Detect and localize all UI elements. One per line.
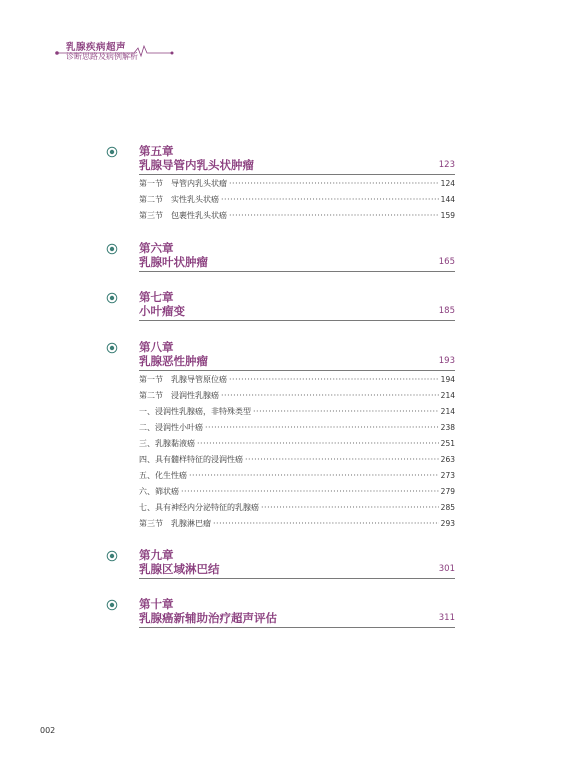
- leader-dots: [253, 407, 439, 416]
- toc-entry[interactable]: [139, 454, 455, 466]
- leader-dots: [221, 391, 439, 400]
- divider: [139, 578, 455, 579]
- entry-label: 第三节 乳腺淋巴瘤: [139, 519, 211, 528]
- divider: [139, 174, 455, 175]
- entry-label: 第二节 实性乳头状癌: [139, 195, 219, 204]
- chapter-page: 165: [438, 257, 455, 267]
- entry-page: 194: [440, 375, 455, 384]
- leader-dots: [229, 211, 439, 220]
- chapter-page: 301: [438, 564, 455, 574]
- divider: [139, 271, 455, 272]
- entry-page: 293: [440, 519, 455, 528]
- toc-entry[interactable]: [139, 486, 455, 498]
- toc-entry[interactable]: [139, 178, 455, 190]
- chapter-number: 第七章: [139, 290, 174, 304]
- chapter-page: 185: [438, 306, 455, 316]
- chapter-number: 第五章: [139, 144, 174, 158]
- entry-label: 第一节 乳腺导管原位癌: [139, 375, 227, 384]
- book-title: 乳腺疾病超声: [66, 42, 127, 53]
- entry-page: 238: [440, 423, 455, 432]
- toc-entry[interactable]: [139, 390, 455, 402]
- entry-label: 三、乳腺黏液癌: [139, 439, 195, 448]
- chapter-title[interactable]: 小叶瘤变: [139, 304, 185, 318]
- leader-dots: [205, 423, 439, 432]
- entry-page: 124: [440, 179, 455, 188]
- page-number: 002: [40, 726, 56, 735]
- divider: [139, 627, 455, 628]
- chapter-bullet-icon: [106, 243, 118, 255]
- entry-page: 273: [440, 471, 455, 480]
- chapter-bullet-icon: [106, 292, 118, 304]
- toc-entry[interactable]: [139, 518, 455, 530]
- entry-page: 144: [440, 195, 455, 204]
- toc-entry[interactable]: [139, 470, 455, 482]
- chapter-title[interactable]: 乳腺叶状肿瘤: [139, 255, 208, 269]
- chapter-number: 第六章: [139, 241, 174, 255]
- chapter-title[interactable]: 乳腺导管内乳头状肿瘤: [139, 158, 254, 172]
- leader-dots: [181, 487, 439, 496]
- chapter-bullet-icon: [106, 550, 118, 562]
- chapter-page: 311: [438, 613, 455, 623]
- toc-entry[interactable]: [139, 438, 455, 450]
- toc-entry[interactable]: [139, 422, 455, 434]
- leader-dots: [229, 179, 439, 188]
- entry-label: 一、浸润性乳腺癌，非特殊类型: [139, 407, 251, 416]
- entry-page: 214: [440, 391, 455, 400]
- entry-page: 251: [440, 439, 455, 448]
- entry-page: 285: [440, 503, 455, 512]
- chapter-number: 第八章: [139, 340, 174, 354]
- entry-label: 第三节 包裹性乳头状癌: [139, 211, 227, 220]
- entry-label: 第一节 导管内乳头状瘤: [139, 179, 227, 188]
- chapter-title[interactable]: 乳腺癌新辅助治疗超声评估: [139, 611, 277, 625]
- leader-dots: [221, 195, 439, 204]
- chapter-bullet-icon: [106, 146, 118, 158]
- entry-page: 214: [440, 407, 455, 416]
- chapter-number: 第十章: [139, 597, 174, 611]
- toc-entry[interactable]: [139, 374, 455, 386]
- chapter-title[interactable]: 乳腺恶性肿瘤: [139, 354, 208, 368]
- entry-label: 四、具有髓样特征的浸润性癌: [139, 455, 243, 464]
- toc-entry[interactable]: [139, 194, 455, 206]
- entry-page: 159: [440, 211, 455, 220]
- chapter-bullet-icon: [106, 599, 118, 611]
- leader-dots: [229, 375, 439, 384]
- entry-label: 二、浸润性小叶癌: [139, 423, 203, 432]
- leader-dots: [245, 455, 439, 464]
- entry-label: 第二节 浸润性乳腺癌: [139, 391, 219, 400]
- entry-label: 六、筛状癌: [139, 487, 179, 496]
- divider: [139, 320, 455, 321]
- leader-dots: [213, 519, 439, 528]
- divider: [139, 370, 455, 371]
- leader-dots: [189, 471, 439, 480]
- entry-page: 279: [440, 487, 455, 496]
- chapter-title[interactable]: 乳腺区域淋巴结: [139, 562, 220, 576]
- toc-entry[interactable]: [139, 406, 455, 418]
- book-subtitle: 诊断思路及病例解析: [66, 52, 138, 61]
- toc-entry[interactable]: [139, 210, 455, 222]
- entry-label: 五、化生性癌: [139, 471, 187, 480]
- entry-label: 七、具有神经内分泌特征的乳腺癌: [139, 503, 259, 512]
- chapter-bullet-icon: [106, 342, 118, 354]
- toc-entry[interactable]: [139, 502, 455, 514]
- leader-dots: [261, 503, 439, 512]
- chapter-page: 193: [438, 356, 455, 366]
- leader-dots: [197, 439, 439, 448]
- entry-page: 263: [440, 455, 455, 464]
- chapter-number: 第九章: [139, 548, 174, 562]
- chapter-page: 123: [438, 160, 455, 170]
